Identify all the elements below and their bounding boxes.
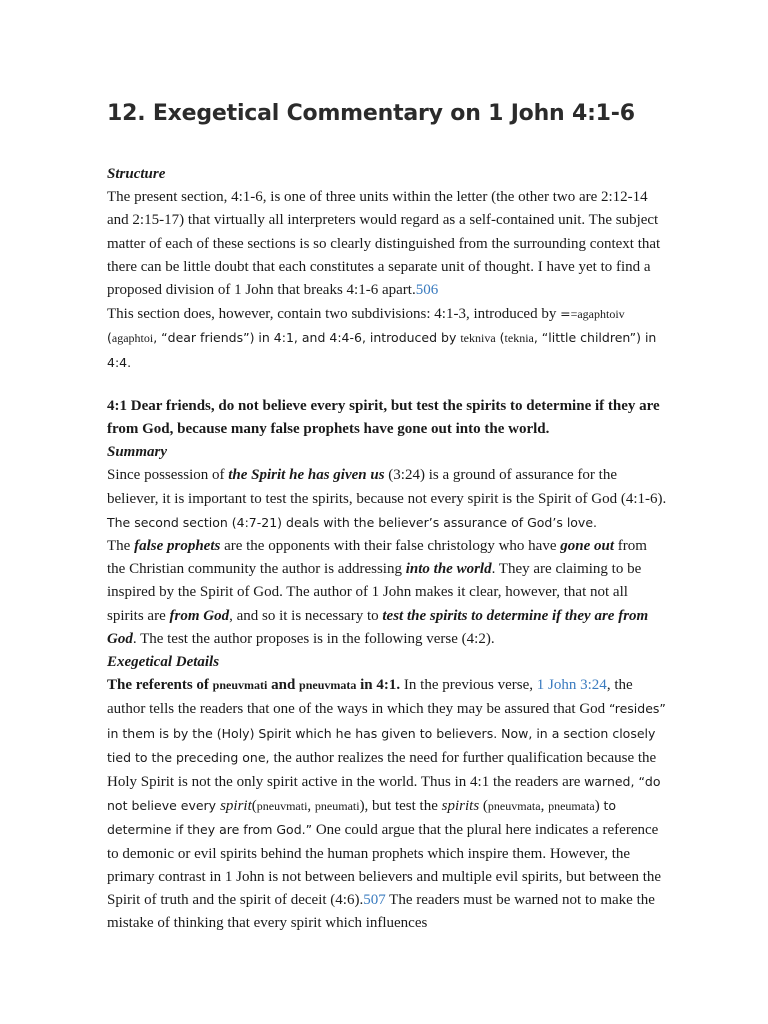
transliteration: pneumati	[314, 799, 360, 814]
footnote-506-link[interactable]: 506	[415, 282, 439, 299]
verse-text: 4:1 Dear friends, do not believe every spirit, but test the spirits to determine if they are from God, because many false prophets have gone out into the world.	[107, 397, 660, 438]
document-body	[107, 163, 667, 936]
structure-heading: Structure	[107, 166, 166, 182]
transliteration: teknia	[504, 331, 534, 346]
exegetical-paragraph: The referents of pneuvmati and pneuvmata in 4:1. In the previous verse, 1 John 3:24, the author tells the readers that one of the ways in which they may be assured that God “resides” in them is by the (Holy) Spirit which he has given to believers. Now, in a section closely tied to the preceding one, the author realizes the need for further qualification because the Holy Spirit is not the only spirit active in the world. Thus in 4:1 the readers are warned, “do not believe every spirit(pneuvmati, pneumati), but test the spirits (pneuvmata, pneumata) to determine if they are from God.” One could argue that the plural here indicates a reference to demonic or evil spirits behind the human prophets which inspire them. However, the primary contrast in 1 John is not between believers and multiple evil spirits, but between the Spirit of truth and the spirit of deceit (4:6).507 The readers must be warned not to make the mistake of thinking that every spirit which influences	[107, 677, 666, 932]
greek-word: =agaphtoiv	[570, 307, 625, 322]
footnote-507-link[interactable]: 507	[363, 892, 386, 909]
transliteration: agaphtoi	[111, 331, 154, 346]
greek-word: pneuvmati	[256, 799, 308, 814]
structure-paragraph-2: This section does, however, contain two subdivisions: 4:1-3, introduced by ==agaphtoiv (agaphtoi, “dear friends”) in 4:1, and 4:4-6, introduced by tekniva (teknia, “little children”) in 4:4.	[107, 306, 657, 370]
summary-heading: Summary	[107, 444, 168, 461]
summary-paragraph-2: The false prophets are the opponents with their false christology who have gone out from the Christian community the author is addressing into the world. They are claiming to be inspired by the Spirit of God. The author of 1 John makes it clear, however, that not all spirits are from God, and so it is necessary to test the spirits to determine if they are from God. The test the author proposes is in the following verse (4:2).	[107, 538, 649, 647]
summary-paragraph-1: Since possession of the Spirit he has given us (3:24) is a ground of assurance for the believer, it is important to test the spirits, because not every spirit is the Spirit of God (4:1-6). The second section (4:7-21) deals with the believer’s assurance of God’s love.	[107, 467, 667, 530]
scripture-link-1-john-3-24[interactable]: 1 John 3:24	[536, 677, 607, 694]
structure-paragraph-1: The present section, 4:1-6, is one of three units within the letter (the other two are 2:12-14 and 2:15-17) that virtually all interpreters would regard as a self-contained unit. The subject matter of each of these sections is so clearly distinguished from the surrounding context that there can be little doubt that each constitutes a separate unit of thought. I have yet to find a proposed division of 1 John that breaks 4:1-6 apart.506	[107, 189, 661, 299]
greek-word: pneuvmata	[487, 799, 541, 814]
greek-word: pneuvmata	[299, 678, 357, 693]
spacer	[107, 375, 667, 395]
greek-word: tekniva	[460, 331, 496, 346]
transliteration: pneumata	[548, 799, 595, 814]
page-title: 12. Exegetical Commentary on 1 John 4:1-6	[107, 101, 635, 126]
exegetical-heading: Exegetical Details	[107, 654, 220, 671]
greek-word: pneuvmati	[212, 678, 268, 693]
